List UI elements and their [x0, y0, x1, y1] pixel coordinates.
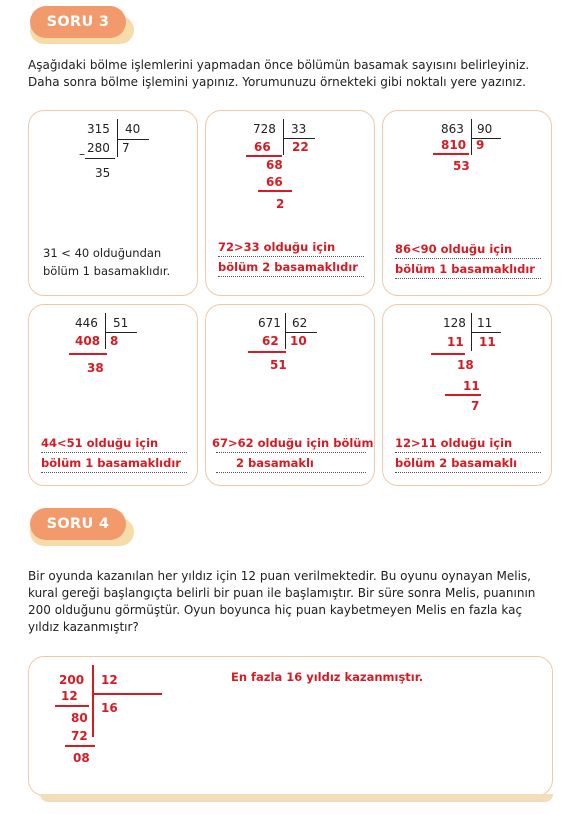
answer-note-2: 2 basamaklı	[236, 456, 314, 470]
remainder-1: 18	[457, 358, 474, 372]
q4-answer-text: En fazla 16 yıldız kazanmıştır.	[231, 670, 424, 684]
remainder-1: 68	[266, 158, 283, 172]
dividend: 671	[258, 316, 281, 330]
q4-text-3: 200 olduğunu görmüştür. Oyun boyunca hiç puan kaybetmeyen Melis en fazla kaç	[28, 603, 523, 617]
division-card-1	[28, 110, 198, 296]
dotted-line-2	[395, 278, 541, 279]
divisor: 51	[113, 316, 129, 330]
subtrahend-1: 810	[441, 138, 467, 152]
remainder-2: 7	[471, 399, 480, 413]
dotted-line-2	[395, 472, 541, 473]
remainder: 35	[95, 166, 111, 180]
division-card-3	[382, 110, 552, 296]
answer-note-1: 72>33 olduğu için	[218, 240, 336, 254]
division-card-5	[205, 304, 375, 486]
q4-quotient-line	[92, 693, 162, 695]
subtraction-line-1	[248, 351, 286, 353]
subtrahend: 280	[87, 141, 110, 155]
q4-subtrahend-2: 72	[71, 729, 88, 743]
dotted-line-2	[216, 472, 366, 473]
remainder-1: 53	[453, 159, 470, 173]
q3-instruction-1: Aşağıdaki bölme işlemlerini yapmadan önce bölümün basamak sayısını belirleyiniz.	[28, 58, 530, 72]
quotient: 22	[292, 140, 309, 154]
q4-remainder-1: 80	[71, 711, 88, 725]
dividend: 863	[441, 122, 464, 136]
quotient: 7	[122, 141, 130, 155]
divisor: 40	[125, 122, 141, 136]
badge-label: SORU 4	[30, 508, 126, 540]
q4-subtrahend-1: 12	[61, 689, 78, 703]
answer-note-1: 12>11 olduğu için	[395, 436, 513, 450]
division-card-4	[28, 304, 198, 486]
q4-divisor: 12	[101, 673, 118, 687]
subtraction-line-1	[246, 155, 282, 157]
example-note-1: 31 < 40 olduğundan	[43, 246, 162, 260]
dividend: 128	[443, 316, 466, 330]
answer-note-2: bölüm 1 basamaklıdır	[41, 456, 181, 470]
subtrahend-1: 408	[75, 334, 101, 348]
subtraction-line	[85, 158, 115, 159]
subtrahend-1: 11	[447, 335, 464, 349]
divisor: 62	[292, 316, 308, 330]
q4-dividend: 200	[59, 673, 85, 687]
dividend: 728	[253, 122, 276, 136]
division-bar	[285, 313, 286, 349]
subtraction-line-2	[445, 394, 481, 396]
subtraction-line-1	[433, 153, 469, 155]
q4-remainder-2: 08	[73, 751, 90, 765]
dividend: 315	[87, 122, 110, 136]
answer-note-2: bölüm 2 basamaklıdır	[218, 260, 358, 274]
subtrahend-1: 62	[262, 334, 279, 348]
soru-3-badge	[30, 6, 134, 42]
remainder-1: 38	[87, 361, 104, 375]
quotient: 10	[290, 334, 307, 348]
division-card-2	[205, 110, 375, 296]
divisor: 90	[477, 122, 493, 136]
division-bar	[117, 119, 118, 157]
divisor: 33	[291, 122, 307, 136]
q4-text-4: yıldız kazanmıştır?	[28, 620, 139, 634]
minus-sign: –	[79, 147, 85, 161]
subtrahend-2: 11	[463, 379, 480, 393]
remainder-2: 2	[276, 197, 285, 211]
divisor: 11	[477, 316, 493, 330]
answer-note-1: 67>62 olduğu için bölüm	[212, 436, 374, 450]
quotient-line	[471, 332, 501, 333]
q4-text-1: Bir oyunda kazanılan her yıldız için 12 puan verilmektedir. Bu oyunu oynayan Melis,	[28, 569, 531, 583]
q4-quotient: 16	[101, 701, 118, 715]
answer-note-1: 44<51 olduğu için	[41, 436, 159, 450]
badge-label: SORU 3	[30, 6, 126, 38]
q4-division-bar	[92, 665, 94, 737]
q4-answer-card	[28, 656, 553, 796]
dotted-line-2	[41, 472, 187, 473]
example-note-2: bölüm 1 basamaklıdır.	[43, 264, 171, 278]
subtrahend-1: 66	[254, 140, 271, 154]
division-bar	[105, 313, 106, 349]
card-bottom-shadow	[40, 794, 553, 802]
quotient: 11	[479, 335, 496, 349]
q4-subtraction-line-2	[65, 745, 95, 747]
answer-note-2: bölüm 2 basamaklı	[395, 456, 518, 470]
quotient: 8	[110, 334, 119, 348]
subtraction-line-2	[258, 190, 292, 192]
dividend: 446	[75, 316, 98, 330]
quotient: 9	[476, 138, 485, 152]
division-bar	[471, 119, 472, 155]
q3-instruction-2: Daha sonra bölme işlemini yapınız. Yorumunuzu örnekteki gibi noktalı yere yazınız.	[28, 75, 526, 89]
subtrahend-2: 66	[266, 175, 283, 189]
subtraction-line-1	[431, 353, 465, 355]
division-card-6	[382, 304, 552, 486]
division-bar	[283, 119, 284, 155]
q4-subtraction-line-1	[55, 705, 89, 707]
soru-4-badge	[30, 508, 134, 544]
q4-text-2: kural gereği başlangıçta belirli bir puan ile başlamıştır. Bir süre sonra Melis, puanının	[28, 586, 536, 600]
remainder-1: 51	[270, 358, 287, 372]
subtraction-line-1	[69, 353, 107, 355]
answer-note-1: 86<90 olduğu için	[395, 242, 513, 256]
answer-note-2: bölüm 1 basamaklıdır	[395, 262, 535, 276]
dotted-line-2	[218, 276, 364, 277]
